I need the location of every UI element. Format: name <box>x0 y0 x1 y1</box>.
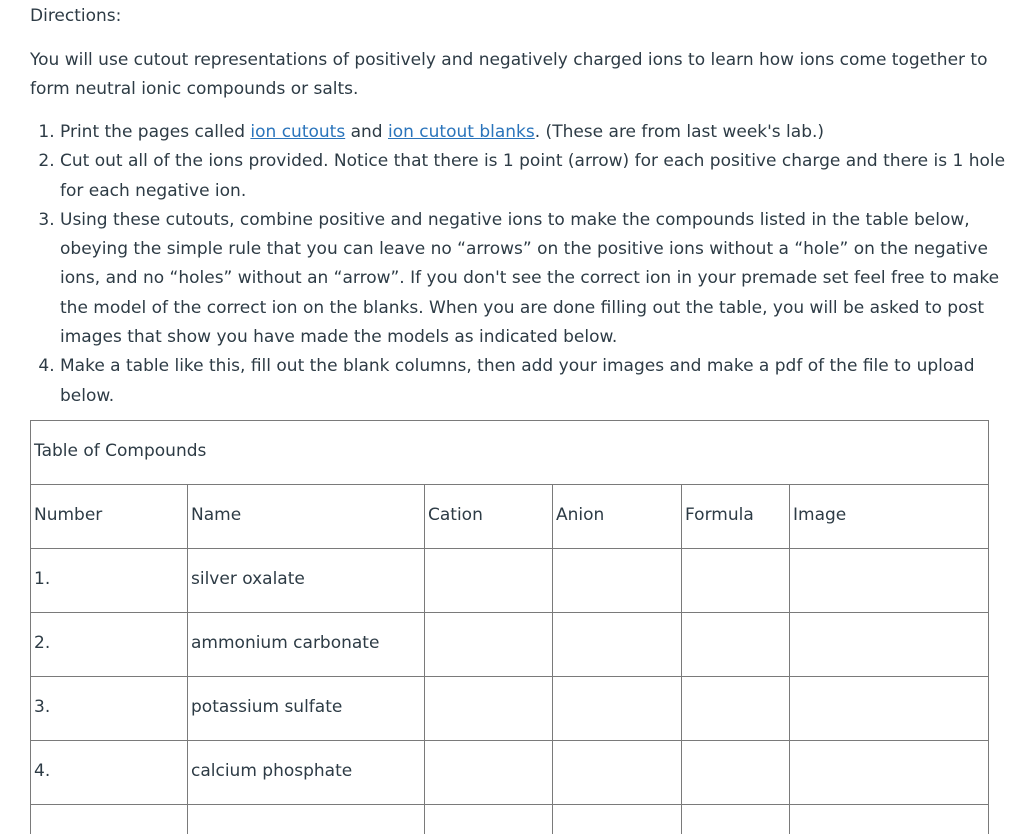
table-row <box>31 549 989 613</box>
row-name: silver oxalate <box>188 549 425 613</box>
row-image-cell <box>790 741 989 805</box>
row-anion-cell <box>553 741 682 805</box>
table-row <box>31 805 989 834</box>
row-anion-cell <box>553 549 682 613</box>
header-name: Name <box>188 485 425 549</box>
table-caption-row <box>31 421 989 485</box>
table-row <box>31 613 989 677</box>
row-cation-cell <box>425 613 553 677</box>
table-header-row <box>31 485 989 549</box>
row-cation-cell <box>425 677 553 741</box>
row-name: ammonium carbonate <box>188 613 425 677</box>
row-number: 4. <box>31 741 188 805</box>
row-image-cell <box>790 549 989 613</box>
table-row <box>31 677 989 741</box>
row-cation-cell <box>425 741 553 805</box>
directions-list <box>30 118 1020 411</box>
row-number <box>31 805 188 834</box>
row-name: calcium phosphate <box>188 741 425 805</box>
step-1-text-start: Print the pages called <box>60 122 251 142</box>
row-formula-cell <box>682 805 790 834</box>
row-formula-cell <box>682 677 790 741</box>
row-image-cell <box>790 805 989 834</box>
row-name: potassium sulfate <box>188 677 425 741</box>
row-anion-cell <box>553 805 682 834</box>
header-number: Number <box>31 485 188 549</box>
ion-cutouts-link[interactable]: ion cutouts <box>250 122 346 142</box>
step-1-text-mid: and <box>345 122 388 142</box>
table-caption: Table of Compounds <box>31 421 989 485</box>
header-formula: Formula <box>682 485 790 549</box>
intro-paragraph: You will use cutout representations of positively and negatively charged ions to learn how ions come together to form neutral ionic compounds or salts. <box>30 50 988 99</box>
step-1 <box>60 118 1020 147</box>
row-cation-cell <box>425 549 553 613</box>
row-number: 1. <box>31 549 188 613</box>
header-image: Image <box>790 485 989 549</box>
step-2: 2. Cut out all of the ions provided. Notice that there is 1 point (arrow) for each positive charge and there is 1 hole for each negative ion. <box>60 147 1020 206</box>
step-3: 3. Using these cutouts, combine positive and negative ions to make the compounds listed in the table below, obeying the simple rule that you can leave no “arrows” on the positive ions without a “hole” on the negative ions, and no “holes” without an “arrow”. If you don't see the correct ion in your premade set feel free to make the model of the correct ion on the blanks. When you are done filling out the table, you will be asked to post images that show you have made the models as indicated below. <box>60 206 1020 352</box>
row-formula-cell <box>682 613 790 677</box>
row-image-cell <box>790 613 989 677</box>
step-1-text-end: . (These are from last week's lab.) <box>534 122 825 142</box>
row-formula-cell <box>682 549 790 613</box>
header-anion: Anion <box>553 485 682 549</box>
table-row <box>31 741 989 805</box>
row-cation-cell <box>425 805 553 834</box>
header-cation: Cation <box>425 485 553 549</box>
directions-heading: Directions: <box>30 6 122 26</box>
compounds-table <box>30 420 989 834</box>
step-4: 4. Make a table like this, fill out the blank columns, then add your images and make a pdf of the file to upload below. <box>60 352 1020 411</box>
row-formula-cell <box>682 741 790 805</box>
row-number: 2. <box>31 613 188 677</box>
row-image-cell <box>790 677 989 741</box>
row-anion-cell <box>553 677 682 741</box>
row-number: 3. <box>31 677 188 741</box>
row-anion-cell <box>553 613 682 677</box>
ion-cutout-blanks-link[interactable]: ion cutout blanks <box>388 122 535 142</box>
row-name <box>188 805 425 834</box>
